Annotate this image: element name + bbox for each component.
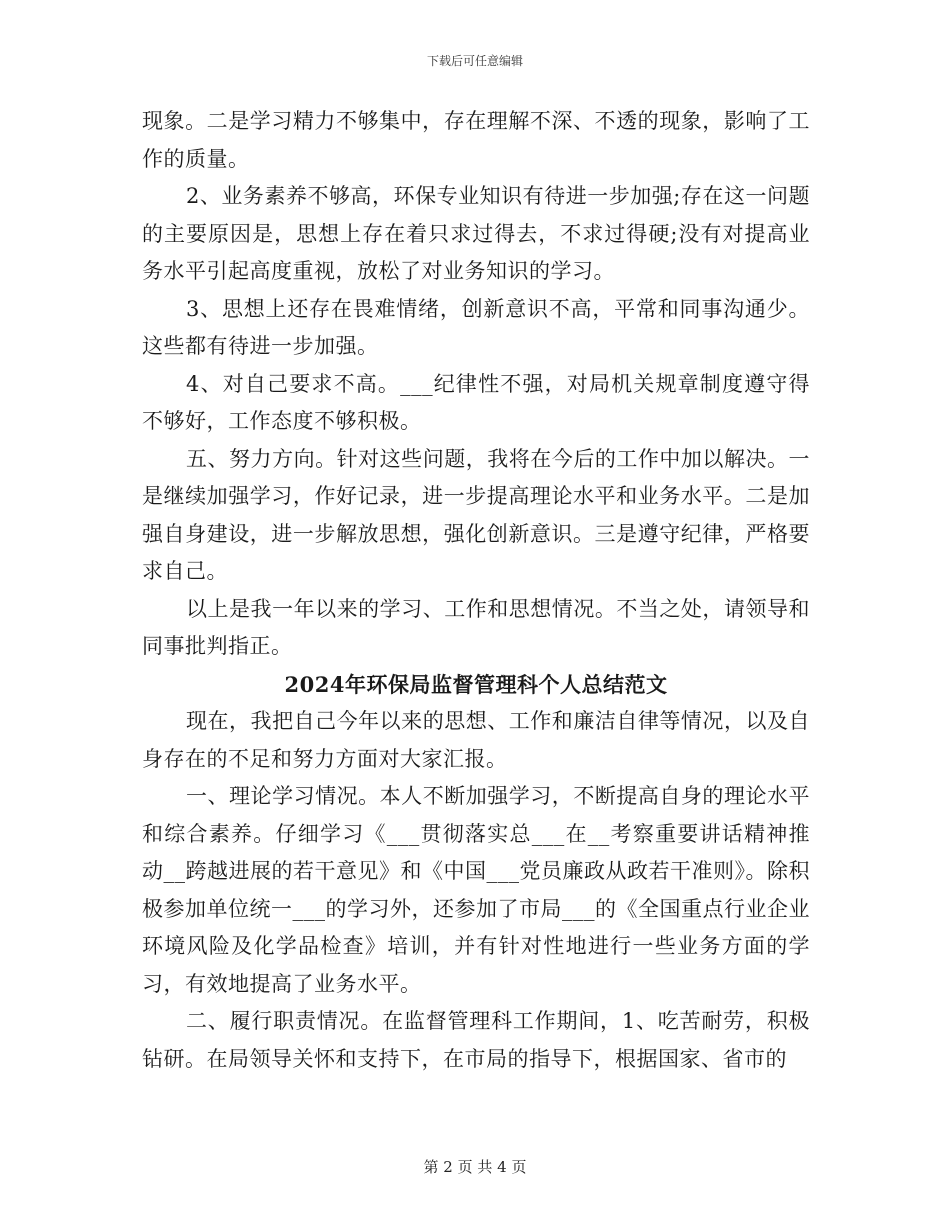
paragraph: 现象。二是学习精力不够集中，存在理解不深、不透的现象，影响了工作的质量。	[142, 109, 810, 171]
page-footer: 第 2 页 共 4 页	[423, 1158, 527, 1176]
paragraph: 4、对自己要求不高。___纪律性不强，对局机关规章制度遵守得不够好，工作态度不够积极。	[142, 371, 810, 433]
paragraph: 一、理论学习情况。本人不断加强学习，不断提高自身的理论水平和综合素养。仔细学习《___贯彻落实总___在__考察重要讲话精神推动__跨越进展的若干意见》和《中国___党员廉政从政若干准则》。除积极参加单位统一___的学习外，还参加了市局___的《全国重点行业企业环境风险及化学品检查》培训，并有针对性地进行一些业务方面的学习，有效地提高了业务水平。	[142, 784, 810, 996]
paragraph: 现在，我把自己今年以来的思想、工作和廉洁自律等情况，以及自身存在的不足和努力方面对大家汇报。	[142, 709, 810, 771]
document-body	[142, 103, 810, 1078]
paragraph: 五、努力方向。针对这些问题，我将在今后的工作中加以解决。一是继续加强学习，作好记录，进一步提高理论水平和业务水平。二是加强自身建设，进一步解放思想，强化创新意识。三是遵守纪律，严格要求自己。	[142, 446, 810, 583]
paragraph: 2、业务素养不够高，环保专业知识有待进一步加强;存在这一问题的主要原因是，思想上存在着只求过得去，不求过得硬;没有对提高业务水平引起高度重视，放松了对业务知识的学习。	[142, 184, 810, 283]
page-header: 下载后可任意编辑	[426, 54, 523, 68]
paragraph: 3、思想上还存在畏难情绪，创新意识不高，平常和同事沟通少。这些都有待进一步加强。	[142, 296, 810, 358]
paragraph: 以上是我一年以来的学习、工作和思想情况。不当之处，请领导和同事批判指正。	[142, 596, 810, 658]
paragraph: 二、履行职责情况。在监督管理科工作期间，1、吃苦耐劳，积极钻研。在局领导关怀和支持下，在市局的指导下，根据国家、省市的	[142, 1009, 810, 1071]
section-title: 2024年环保局监督管理科个人总结范文	[284, 671, 668, 697]
